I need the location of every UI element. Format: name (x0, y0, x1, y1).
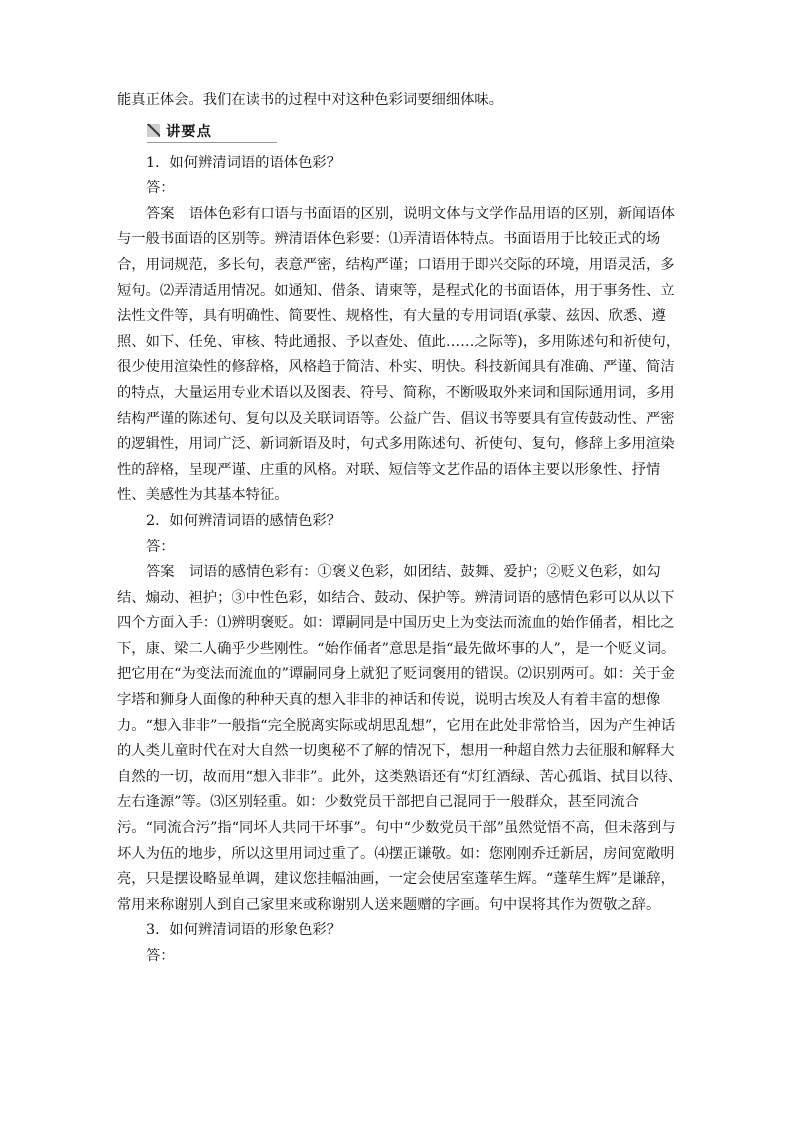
question-2-answer-label: 答： (146, 538, 175, 555)
section-title: 讲要点 (166, 123, 212, 140)
question-1-title: 1．如何辨清词语的语体色彩？ (146, 154, 341, 171)
section-heading (147, 120, 277, 143)
question-1-answer-label: 答： (146, 180, 175, 197)
question-3-answer-label: 答： (146, 948, 175, 964)
question-3-title: 3．如何辨清词语的形象色彩？ (146, 922, 341, 939)
question-1-answer: 答案 语体色彩有口语与书面语的区别，说明文体与文学作品用语的区别，新闻语体与一般书面语的区别等。辨清语体色彩要：⑴弄清语体特点。书面语用于比较正式的场合，用词规范，多长句，表意严密，结构严谨；口语用于即兴交际的环境，用语灵活，多短句。⑵弄清适用情况。如通知、借条、请柬等，是程式化的书面语体，用于事务性、立法性文件等，具有明确性、简要性、规格性，有大量的专用词语(承蒙、兹因、欣悉、遵照、如下、任免、审核、特此通报、予以查处、值此……之际等)，多用陈述句和祈使句，很少使用渲染性的修辞格，风格趋于简洁、朴实、明快。科技新闻具有准确、严谨、简洁的特点，大量运用专业术语以及图表、符号、简称，不断吸取外来词和国际通用词，多用结构严谨的陈述句、复句以及关联词语等。公益广告、倡议书等要具有宣传鼓动性、严密的逻辑性，用词广泛、新词新语及时，句式多用陈述句、祈使句、复句，修辞上多用渲染性的辞格，呈现严谨、庄重的风格。对联、短信等文艺作品的语体主要以形象性、抒情性、美感性为其基本特征。 (117, 205, 681, 504)
document-page (117, 88, 683, 970)
question-2-title: 2．如何辨清词语的感情色彩？ (146, 512, 341, 529)
intro-paragraph: 能真正体会。我们在读书的过程中对这种色彩词要细细体味。 (117, 92, 504, 108)
slash-box-icon (147, 124, 160, 137)
question-2-answer: 答案 词语的感情色彩有：①褒义色彩，如团结、鼓舞、爱护；②贬义色彩，如勾结、煽动、袒护；③中性色彩，如结合、鼓动、保护等。辨清词语的感情色彩可以从以下四个方面入手：⑴辨明褒贬。如：谭嗣同是中国历史上为变法而流血的始作俑者，相比之下，康、梁二人确乎少些刚性。“始作俑者”意思是指“最先做坏事的人”，是一个贬义词。把它用在“为变法而流血的”谭嗣同身上就犯了贬词褒用的错误。⑵识别两可。如：关于金字塔和狮身人面像的种种天真的想入非非的神话和传说，说明古埃及人有着丰富的想像力。“想入非非”一般指“完全脱离实际或胡思乱想”，它用在此处非常恰当，因为产生神话的人类儿童时代在对大自然一切奥秘不了解的情况下，想用一种超自然力去征服和解释大自然的一切，故而用“想入非非”。此外，这类熟语还有“灯红酒绿、苦心孤诣、拭目以待、左右逢源”等。⑶区别轻重。如：少数党员干部把自己混同于一般群众，甚至同流合污。“同流合污”指“同坏人共同干坏事”。句中“少数党员干部”虽然觉悟不高，但未落到与坏人为伍的地步，所以这里用词过重了。⑷摆正谦敬。如：您刚刚乔迁新居，房间宽敞明亮，只是摆设略显单调，建议您挂幅油画，一定会使居室蓬荜生辉。“蓬荜生辉”是谦辞，常用来称谢别人到自己家里来或称谢别人送来题赠的字画。句中误将其作为贺敬之辞。 (117, 564, 683, 913)
